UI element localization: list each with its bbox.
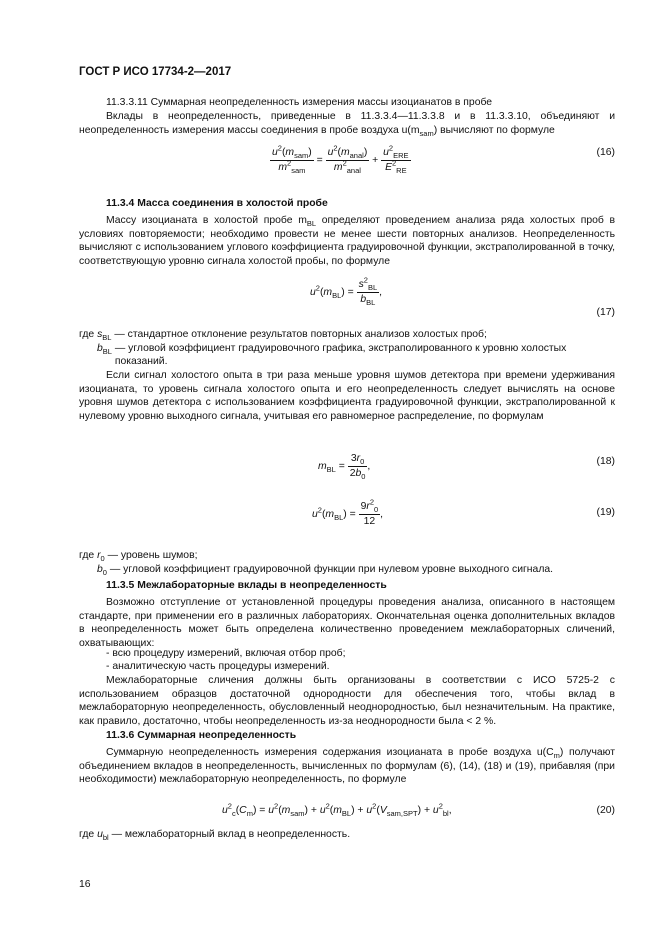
equation-19-number: (19): [596, 507, 615, 518]
equation-16: $\frac{u^2(m_{sam})}{m^2_{sam}}$ = $\frac{u^2(m_{anal})}{m^2_{anal}}$ + $\frac{u^2_{ERE}}{E^2_{RE}}$: [272, 143, 409, 175]
equation-20: $u^2_c(C_m) = u^2(m_{sam}) + u^2(m_{BL}) + u^2(V_{sam,SPT}) + u^2_{bl}$,: [222, 801, 452, 819]
bullet-item-2: - аналитическую часть процедуры измерений.: [106, 661, 330, 672]
equation-18: $m_{BL}$ = $\frac{3r_0}{2b_0}$ ,: [318, 453, 371, 481]
section-11-3-5-title: 11.3.5 Межлабораторные вклады в неопределенность: [106, 580, 387, 591]
where-item-ubl: где $u_{bl}$ — межлабораторный вклад в неопределенность.: [79, 829, 351, 843]
equation-17: $u^2(m_{BL})$ = $\frac{s^2_{BL}}{b_{BL}}$ ,: [310, 275, 383, 307]
where-item-r0: где $r_0$ — уровень шумов;: [79, 550, 198, 564]
document-header: ГОСТ Р ИСО 17734-2—2017: [79, 66, 232, 78]
equation-19: $u^2(m_{BL})$ = $\frac{9r^2_0}{12}$ ,: [312, 497, 384, 527]
bullet-item-1: - всю процедуру измерений, включая отбор проб;: [106, 648, 346, 659]
section-11-3-4-paragraph-1: Массу изоцианата в холостой пробе $m_{BL}$ определяют проведением анализа ряда холостых проб в условиях повторяемости; необходимо провести не менее шести повторных анализов. Неопределенность вычисляют с использованием углового коэффициента градуировочной функции, экстраполированной в точку, соответствующую уровню сигнала холостой пробы, по формуле: [79, 215, 615, 267]
section-11-3-4-title: 11.3.4 Масса соединения в холостой пробе: [106, 198, 328, 209]
page-number: 16: [79, 879, 91, 890]
section-11-3-6-title: 11.3.6 Суммарная неопределенность: [106, 730, 297, 741]
where-block-20: [79, 828, 615, 842]
where-item-b0: $b_0$ — угловой коэффициент градуировочной функции при нулевом уровне выходного сигнала.: [97, 563, 554, 577]
equation-17-number: (17): [596, 307, 615, 318]
where-item-sbl: где $s_{BL}$ — стандартное отклонение результатов повторных анализов холостых проб;: [79, 329, 487, 343]
section-11-3-5-paragraph-1: Возможно отступление от установленной процедуры проведения анализа, описанного в настоящем стандарте, при применении его в различных лабораториях. Окончательная оценка дополнительных вкладов в неопределенность может быть определена количественно проведением межлабораторных сличений, охватывающих:: [79, 597, 615, 649]
section-11-3-4-paragraph-2: Если сигнал холостого опыта в три раза меньше уровня шумов детектора при времени удерживания изоцианата, то уровень сигнала холостого опыта и его неопределенность следует вычислять на основе уровня шумов детектора с использованием коэффициента градуировочной функции, экстраполированной к нулевому уровню выходного сигнала, учитывая его равномерное распределение, по формулам: [79, 370, 615, 422]
section-11-3-5-paragraph-2: Межлабораторные сличения должны быть организованы в соответствии с ИСО 5725-2 с использованием образцов достаточной однородности для обеспечения того, чтобы вклад в межлабораторную неопределенность, обусловленный неоднородностью, был незначительным. На практике, как правило, достаточно, чтобы неопределенность из-за неоднородности была < 2 %.: [79, 675, 615, 727]
section-11-3-6-paragraph: Суммарную неопределенность измерения содержания изоцианата в пробе воздуха $u(C_m)$ получают объединением вкладов в неопределенность, вычисленных по формулам (6), (14), (18) и (19), прибавляя (при необходимости) межлабораторную неопределенность, по формуле: [79, 747, 615, 786]
equation-20-number: (20): [596, 805, 615, 816]
where-block-19: [79, 549, 615, 576]
section-11-3-3-11-paragraph: Вклады в неопределенность, приведенные в 11.3.3.4—11.3.3.8 и в 11.3.3.10, объединяют и неопределенность измерения массы соединения в пробе воздуха $u(m_{sam})$ вычисляют по формуле: [79, 111, 615, 138]
equation-16-number: (16): [596, 147, 615, 158]
equation-18-number: (18): [596, 456, 615, 467]
where-item-bbl: $b_{BL}$ — угловой коэффициент градуировочного графика, экстраполированного к уровню холостых показаний.: [97, 342, 567, 368]
where-block-17: [79, 328, 615, 369]
section-11-3-3-11-title: 11.3.3.11 Суммарная неопределенность измерения массы изоцианатов в пробе: [106, 97, 493, 108]
